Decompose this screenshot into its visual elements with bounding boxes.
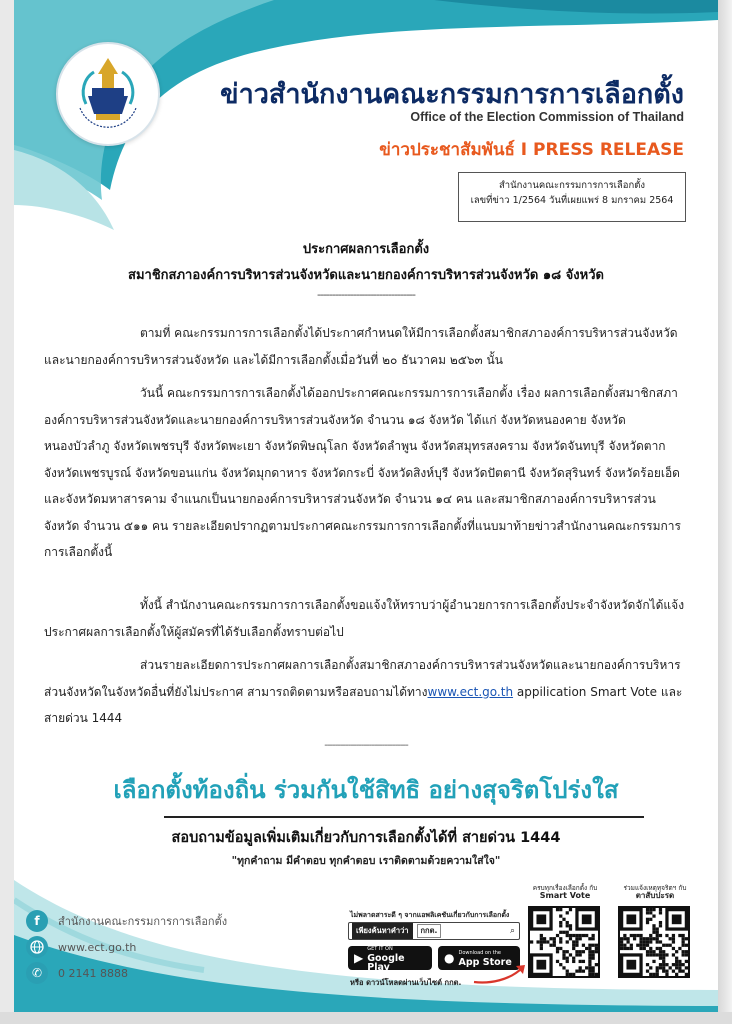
smart-vote-qr-code[interactable] xyxy=(528,906,600,978)
press-release-page xyxy=(14,0,718,1012)
app-store-badge[interactable]: ● Download on the App Store xyxy=(438,946,520,970)
search-icon: ⌕ xyxy=(509,926,515,936)
phone-icon: ✆ xyxy=(26,962,48,984)
app-search-hint: เพียงค้นหาคำว่า กกต. ⌕ xyxy=(348,922,520,940)
campaign-slogan: เลือกตั้งท้องถิ่น ร่วมกันใช้สิทธิ อย่างสุจริตโปร่งใส xyxy=(113,776,619,804)
apple-icon: ● xyxy=(444,951,455,965)
hotline-quote: "ทุกคำถาม มีคำตอบ ทุกคำตอบ เราติดตามด้วยความใส่ใจ" xyxy=(231,855,501,867)
header-title-english: Office of the Election Commission of Thailand xyxy=(410,110,684,124)
google-play-icon: ▶ xyxy=(354,951,364,965)
globe-icon xyxy=(26,936,48,958)
end-divider: -------------------------------- xyxy=(324,740,408,751)
press-release-label: ข่าวประชาสัมพันธ์ I PRESS RELEASE xyxy=(379,140,684,160)
download-note: หรือ ดาวน์โหลดผ่านเว็บไซต์ กกต. xyxy=(350,978,462,987)
arrow-icon xyxy=(470,962,530,986)
reference-box xyxy=(458,172,686,222)
ect-logo xyxy=(56,42,160,146)
announcement-title: ประกาศผลการเลือกตั้ง xyxy=(302,242,430,257)
google-play-badge[interactable]: ▶ GET IT ON Google Play xyxy=(348,946,432,970)
title-divider: --------------------------------- xyxy=(317,288,415,301)
tasapparod-qr-code[interactable] xyxy=(618,906,690,978)
header-title-thai: ข่าวสำนักงานคณะกรรมการการเลือกตั้ง xyxy=(220,79,684,110)
body-paragraph-3: ทั้งนี้ สำนักงานคณะกรรมการการเลือกตั้งขอแจ้งให้ทราบว่าผู้อำนวยการการเลือกตั้งประจำจังหวัดจักได้แจ้งประกาศผลการเลือกตั้งให้ผู้สมัครที่ได้รับเลือกตั้งทราบต่อไป xyxy=(44,598,685,639)
smart-vote-caption: ครบทุกเรื่องเลือกตั้ง กับ Smart Vote xyxy=(532,884,598,900)
slogan-underline xyxy=(164,816,644,818)
announcement-subtitle: สมาชิกสภาองค์การบริหารส่วนจังหวัดและนายกองค์การบริหารส่วนจังหวัด ๑๘ จังหวัด xyxy=(128,268,604,283)
reference-number: เลขที่ข่าว 1/2564 วันที่เผยแพร่ 8 มกราคม 2564 xyxy=(470,195,674,206)
body-paragraph-2: วันนี้ คณะกรรมการการเลือกตั้งได้ออกประกาศคณะกรรมการการเลือกตั้ง เรื่อง ผลการเลือกตั้งสมาชิกสภาองค์การบริหารส่วนจังหวัดและนายกองค์การบริหารส่วนจังหวัด จำนวน ๑๘ จังหวัด ได้แก่ จังหวัดหนองคาย จังหวัดหนองบัวลำภู จังหวัดเพชรบุรี จังหวัดพะเยา จังหวัดพิษณุโลก จังหวัดลำพูน จังหวัดสมุทรสงคราม จังหวัดจันทบุรี จังหวัดตาก จังหวัดเพชรบูรณ์ จังหวัดขอนแก่น จังหวัดมุกดาหาร จังหวัดกระบี่ จังหวัดสิงห์บุรี จังหวัดปัตตานี จังหวัดสุรินทร์ จังหวัดร้อยเอ็ด และจังหวัดมหาสารคาม จำแนกเป็นนายกองค์การบริหารส่วนจังหวัด จำนวน ๑๔ คน และสมาชิกสภาองค์การบริหารส่วนจังหวัด จำนวน ๕๑๑ คน รายละเอียดปรากฏตามประกาศคณะกรรมการการเลือกตั้งที่แนบมาท้ายข่าวสำนักงานคณะกรรมการการเลือกตั้งนี้ xyxy=(44,386,681,559)
hotline-contact: สอบถามข้อมูลเพิ่มเติมเกี่ยวกับการเลือกตั้งได้ที่ สายด่วน 1444 xyxy=(171,830,561,846)
app-promo-heading: ไม่พลาดสาระดี ๆ จากแอพลิเคชันเกี่ยวกับการเลือกตั้ง xyxy=(350,911,510,919)
body-paragraph-1: ตามที่ คณะกรรมการการเลือกตั้งได้ประกาศกำหนดให้มีการเลือกตั้งสมาชิกสภาองค์การบริหารส่วนจังหวัดและนายกองค์การบริหารส่วนจังหวัด และได้มีการเลือกตั้งเมื่อวันที่ ๒๐ ธันวาคม ๒๕๖๓ นั้น xyxy=(44,326,678,367)
footer-facebook[interactable]: f สำนักงานคณะกรรมการการเลือกตั้ง xyxy=(26,910,227,932)
reference-office: สำนักงานคณะกรรมการการเลือกตั้ง xyxy=(498,180,646,191)
ect-website-link[interactable]: www.ect.go.th xyxy=(427,684,514,699)
page-bottom-shadow xyxy=(0,1012,732,1024)
footer-phone[interactable]: ✆ 0 2141 8888 xyxy=(26,962,128,984)
page-edge-shadow xyxy=(718,0,732,1024)
footer-website[interactable]: www.ect.go.th xyxy=(26,936,136,958)
facebook-icon: f xyxy=(26,910,48,932)
body-paragraph-4: ส่วนรายละเอียดการประกาศผลการเลือกตั้งสมาชิกสภาองค์การบริหารส่วนจังหวัดและนายกองค์การบริหารส่วนจังหวัดในจังหวัดอื่นที่ยังไม่ประกาศ สามารถติดตามหรือสอบถามได้ทางwww.ect.go.th appilication Smart Vote และสายด่วน 1444 xyxy=(44,658,683,725)
tasapparod-caption: ร่วมแจ้งเหตุทุจริตฯ กับ ตาสับปะรด xyxy=(623,884,687,900)
